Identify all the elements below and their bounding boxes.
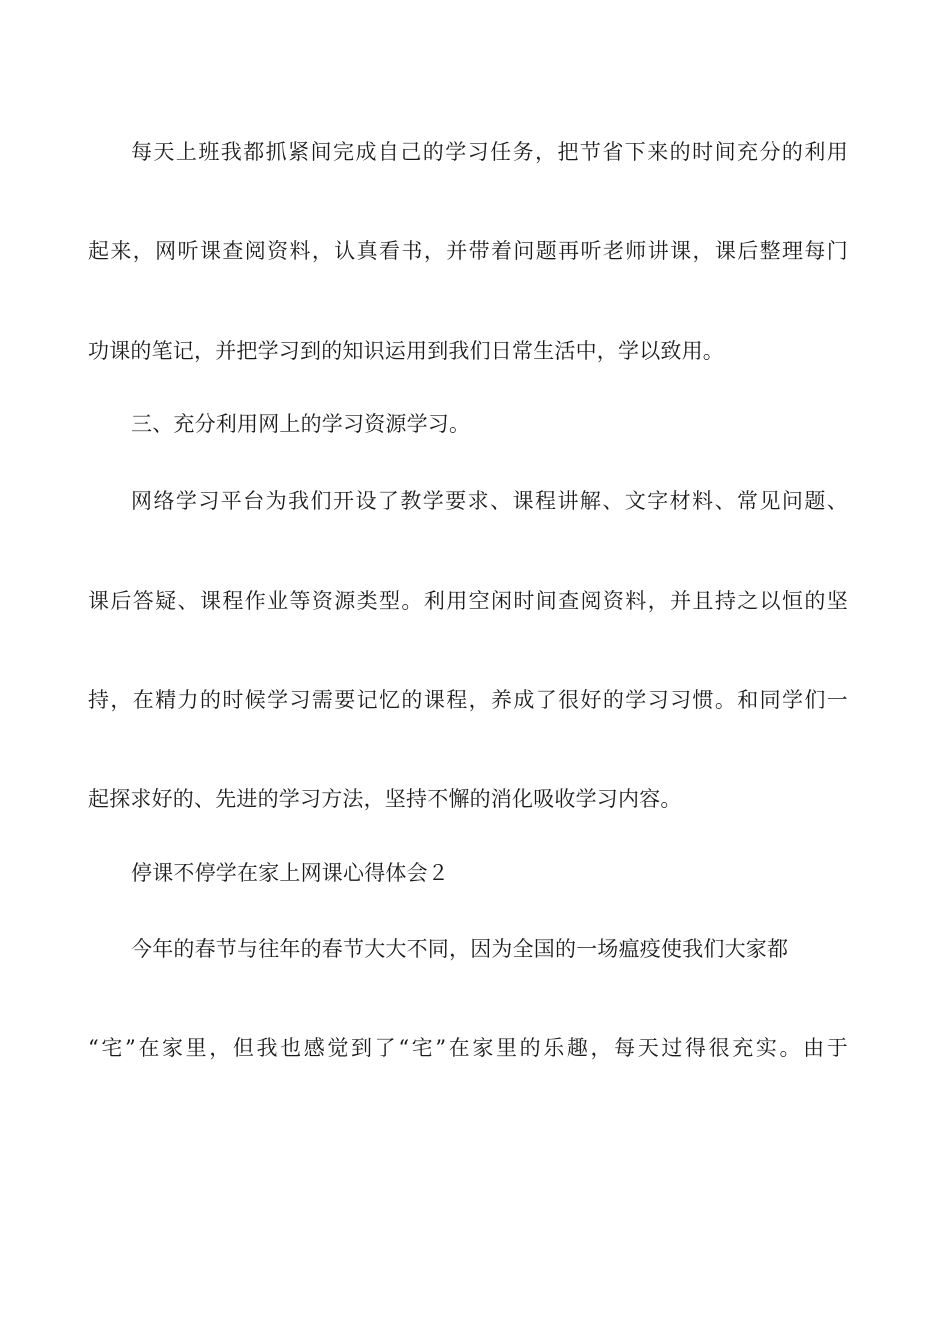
paragraph-line: “宅”在家里，但我也感觉到了“宅”在家里的乐趣，每天过得很充实。由于 bbox=[88, 1036, 848, 1060]
paragraph-line: 起来，网听课查阅资料，认真看书，并带着问题再听老师讲课，课后整理每门 bbox=[88, 239, 848, 263]
paragraph-line: 每天上班我都抓紧间完成自己的学习任务，把节省下来的时间充分的利用 bbox=[131, 140, 848, 164]
section-heading: 三、充分利用网上的学习资源学习。 bbox=[131, 412, 471, 436]
paragraph-line: 起探求好的、先进的学习方法，坚持不懈的消化吸收学习内容。 bbox=[88, 787, 682, 811]
paragraph-line: 网络学习平台为我们开设了教学要求、课程讲解、文字材料、常见问题、 bbox=[131, 489, 848, 513]
paragraph-line: 课后答疑、课程作业等资源类型。利用空闲时间查阅资料，并且持之以恒的坚 bbox=[88, 589, 848, 613]
article-title: 停课不停学在家上网课心得体会２ bbox=[131, 861, 449, 885]
paragraph-line: 今年的春节与往年的春节大大不同，因为全国的一场瘟疫使我们大家都 bbox=[131, 937, 789, 961]
paragraph-line: 功课的笔记，并把学习到的知识运用到我们日常生活中，学以致用。 bbox=[88, 339, 724, 363]
paragraph-line: 持，在精力的时候学习需要记忆的课程，养成了很好的学习习惯。和同学们一 bbox=[88, 688, 848, 712]
